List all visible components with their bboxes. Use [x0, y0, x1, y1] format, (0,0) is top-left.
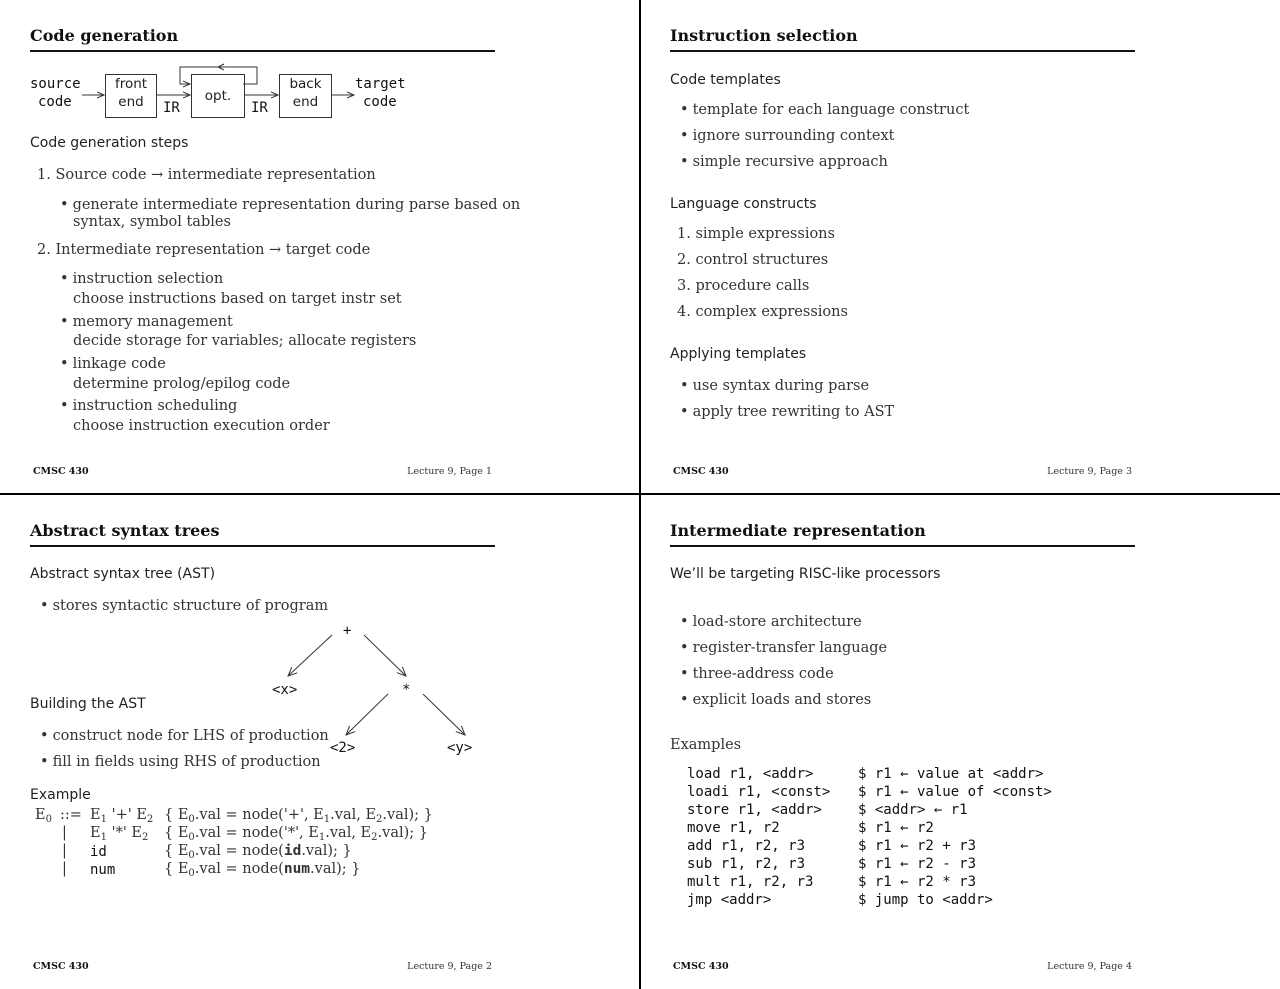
- example-semantics: $ r1 ← value at <addr>: [858, 766, 1044, 782]
- bullet-memory-management: • memory management: [60, 314, 233, 330]
- grammar-lhs: $E_0$: [35, 807, 52, 825]
- steps-heading: Code generation steps: [30, 135, 189, 151]
- bullet-desc: determine prolog/epilog code: [73, 376, 291, 392]
- example-semantics: $ r1 ← r2 + r3: [858, 838, 977, 854]
- example-instruction: load r1, <addr>: [687, 766, 814, 782]
- heading-code-templates: Code templates: [670, 72, 781, 88]
- example-semantics: $ r1 ← value of <const>: [858, 784, 1052, 800]
- example-instruction: mult r1, r2, r3: [687, 874, 814, 890]
- slide-code-generation: [0, 0, 640, 494]
- target-label: target: [355, 76, 406, 92]
- slide-abstract-syntax-trees: [0, 495, 640, 989]
- example-instruction: store r1, <addr>: [687, 802, 822, 818]
- target-label-2: code: [363, 94, 397, 110]
- list-item: • load-store architecture: [680, 614, 862, 630]
- list-item: • register-transfer language: [680, 640, 887, 656]
- step-1-bullet-cont: syntax, symbol tables: [73, 214, 231, 230]
- source-label-2: code: [38, 94, 72, 110]
- example-instruction: loadi r1, <const>: [687, 784, 831, 800]
- slide-title: Abstract syntax trees: [30, 521, 220, 540]
- slide-intermediate-representation: [640, 495, 1280, 989]
- grammar-token-num: num: [90, 862, 116, 878]
- example-semantics: $ r1 ← r2 - r3: [858, 856, 977, 872]
- example-semantics: $ jump to <addr>: [858, 892, 993, 908]
- list-item: • template for each language construct: [680, 102, 969, 118]
- grammar-rhs-2: $E_1$ '*' $E_2$: [90, 825, 149, 843]
- back-end-box: back end: [279, 74, 332, 118]
- ir-label-1: IR: [163, 100, 180, 116]
- list-item: • ignore surrounding context: [680, 128, 894, 144]
- example-instruction: add r1, r2, r3: [687, 838, 806, 854]
- list-item: • three-address code: [680, 666, 834, 682]
- slide-title: Intermediate representation: [670, 521, 926, 540]
- footer-course: CMSC 430: [673, 961, 729, 972]
- bullet-instruction-scheduling: • instruction scheduling: [60, 398, 237, 414]
- step-2: 2. Intermediate representation → target code: [37, 242, 371, 258]
- tree-node-star: *: [402, 682, 411, 698]
- step-1-bullet: • generate intermediate representation during parse based on: [60, 197, 520, 213]
- front-end-box: front end: [105, 74, 157, 118]
- footer-course: CMSC 430: [33, 466, 89, 477]
- footer-page: Lecture 9, Page 3: [1047, 466, 1132, 477]
- example-semantics: $ r1 ← r2: [858, 820, 934, 836]
- list-item: • stores syntactic structure of program: [40, 598, 328, 614]
- tree-node-y: <y>: [447, 740, 473, 756]
- list-item: • construct node for LHS of production: [40, 728, 329, 744]
- list-item: 1. simple expressions: [677, 226, 835, 242]
- slide-title: Instruction selection: [670, 26, 858, 45]
- heading-risc: We’ll be targeting RISC-like processors: [670, 566, 941, 582]
- title-rule: [670, 50, 1135, 52]
- heading-applying-templates: Applying templates: [670, 346, 807, 362]
- grammar-assign: ::=: [60, 807, 82, 823]
- title-rule: [670, 545, 1135, 547]
- example-semantics: $ <addr> ← r1: [858, 802, 968, 818]
- opt-box: opt.: [191, 74, 245, 118]
- tree-node-plus: +: [343, 623, 352, 639]
- footer-page: Lecture 9, Page 1: [407, 466, 492, 477]
- grammar-action-4: { $E_0.val$ = node(num.val); }: [164, 861, 361, 879]
- grammar-bar: |: [62, 843, 67, 859]
- step-1: 1. Source code → intermediate representation: [37, 167, 376, 183]
- footer-page: Lecture 9, Page 2: [407, 961, 492, 972]
- list-item: • fill in fields using RHS of production: [40, 754, 321, 770]
- grammar-bar: |: [62, 825, 67, 841]
- diagram-arrows: [0, 0, 640, 130]
- footer-course: CMSC 430: [673, 466, 729, 477]
- grammar-rhs-1: $E_1$ '+' $E_2$: [90, 807, 154, 825]
- grammar-action-2: { $E_0.val$ = node('*', $E_1.val$, $E_2.val$); }: [164, 825, 428, 843]
- list-item: • explicit loads and stores: [680, 692, 871, 708]
- grammar-token-id: id: [90, 844, 107, 860]
- heading-building-ast: Building the AST: [30, 696, 146, 712]
- heading-example: Example: [30, 787, 91, 803]
- slide-title: Code generation: [30, 26, 179, 45]
- list-item: • use syntax during parse: [680, 378, 869, 394]
- list-item: 2. control structures: [677, 252, 829, 268]
- grammar-action-3: { $E_0.val$ = node(id.val); }: [164, 843, 352, 861]
- footer-course: CMSC 430: [33, 961, 89, 972]
- example-instruction: jmp <addr>: [687, 892, 772, 908]
- example-instruction: sub r1, r2, r3: [687, 856, 806, 872]
- list-item: • simple recursive approach: [680, 154, 888, 170]
- tree-node-2: <2>: [330, 740, 356, 756]
- example-instruction: move r1, r2: [687, 820, 780, 836]
- bullet-desc: decide storage for variables; allocate registers: [73, 333, 417, 349]
- list-item: 3. procedure calls: [677, 278, 810, 294]
- bullet-linkage-code: • linkage code: [60, 356, 166, 372]
- bullet-desc: choose instruction execution order: [73, 418, 330, 434]
- tree-node-x: <x>: [272, 682, 298, 698]
- grammar-action-1: { $E_0.val$ = node('+', $E_1.val$, $E_2.val$); }: [164, 807, 433, 825]
- slide-instruction-selection: [640, 0, 1280, 494]
- bullet-desc: choose instructions based on target instr set: [73, 291, 402, 307]
- footer-page: Lecture 9, Page 4: [1047, 961, 1132, 972]
- bullet-instruction-selection: • instruction selection: [60, 271, 223, 287]
- example-semantics: $ r1 ← r2 * r3: [858, 874, 977, 890]
- ir-label-2: IR: [251, 100, 268, 116]
- list-item: 4. complex expressions: [677, 304, 848, 320]
- heading-examples: Examples: [670, 737, 742, 753]
- heading-language-constructs: Language constructs: [670, 196, 817, 212]
- grammar-bar: |: [62, 861, 67, 877]
- source-label: source: [30, 76, 81, 92]
- heading-ast: Abstract syntax tree (AST): [30, 566, 216, 582]
- list-item: • apply tree rewriting to AST: [680, 404, 894, 420]
